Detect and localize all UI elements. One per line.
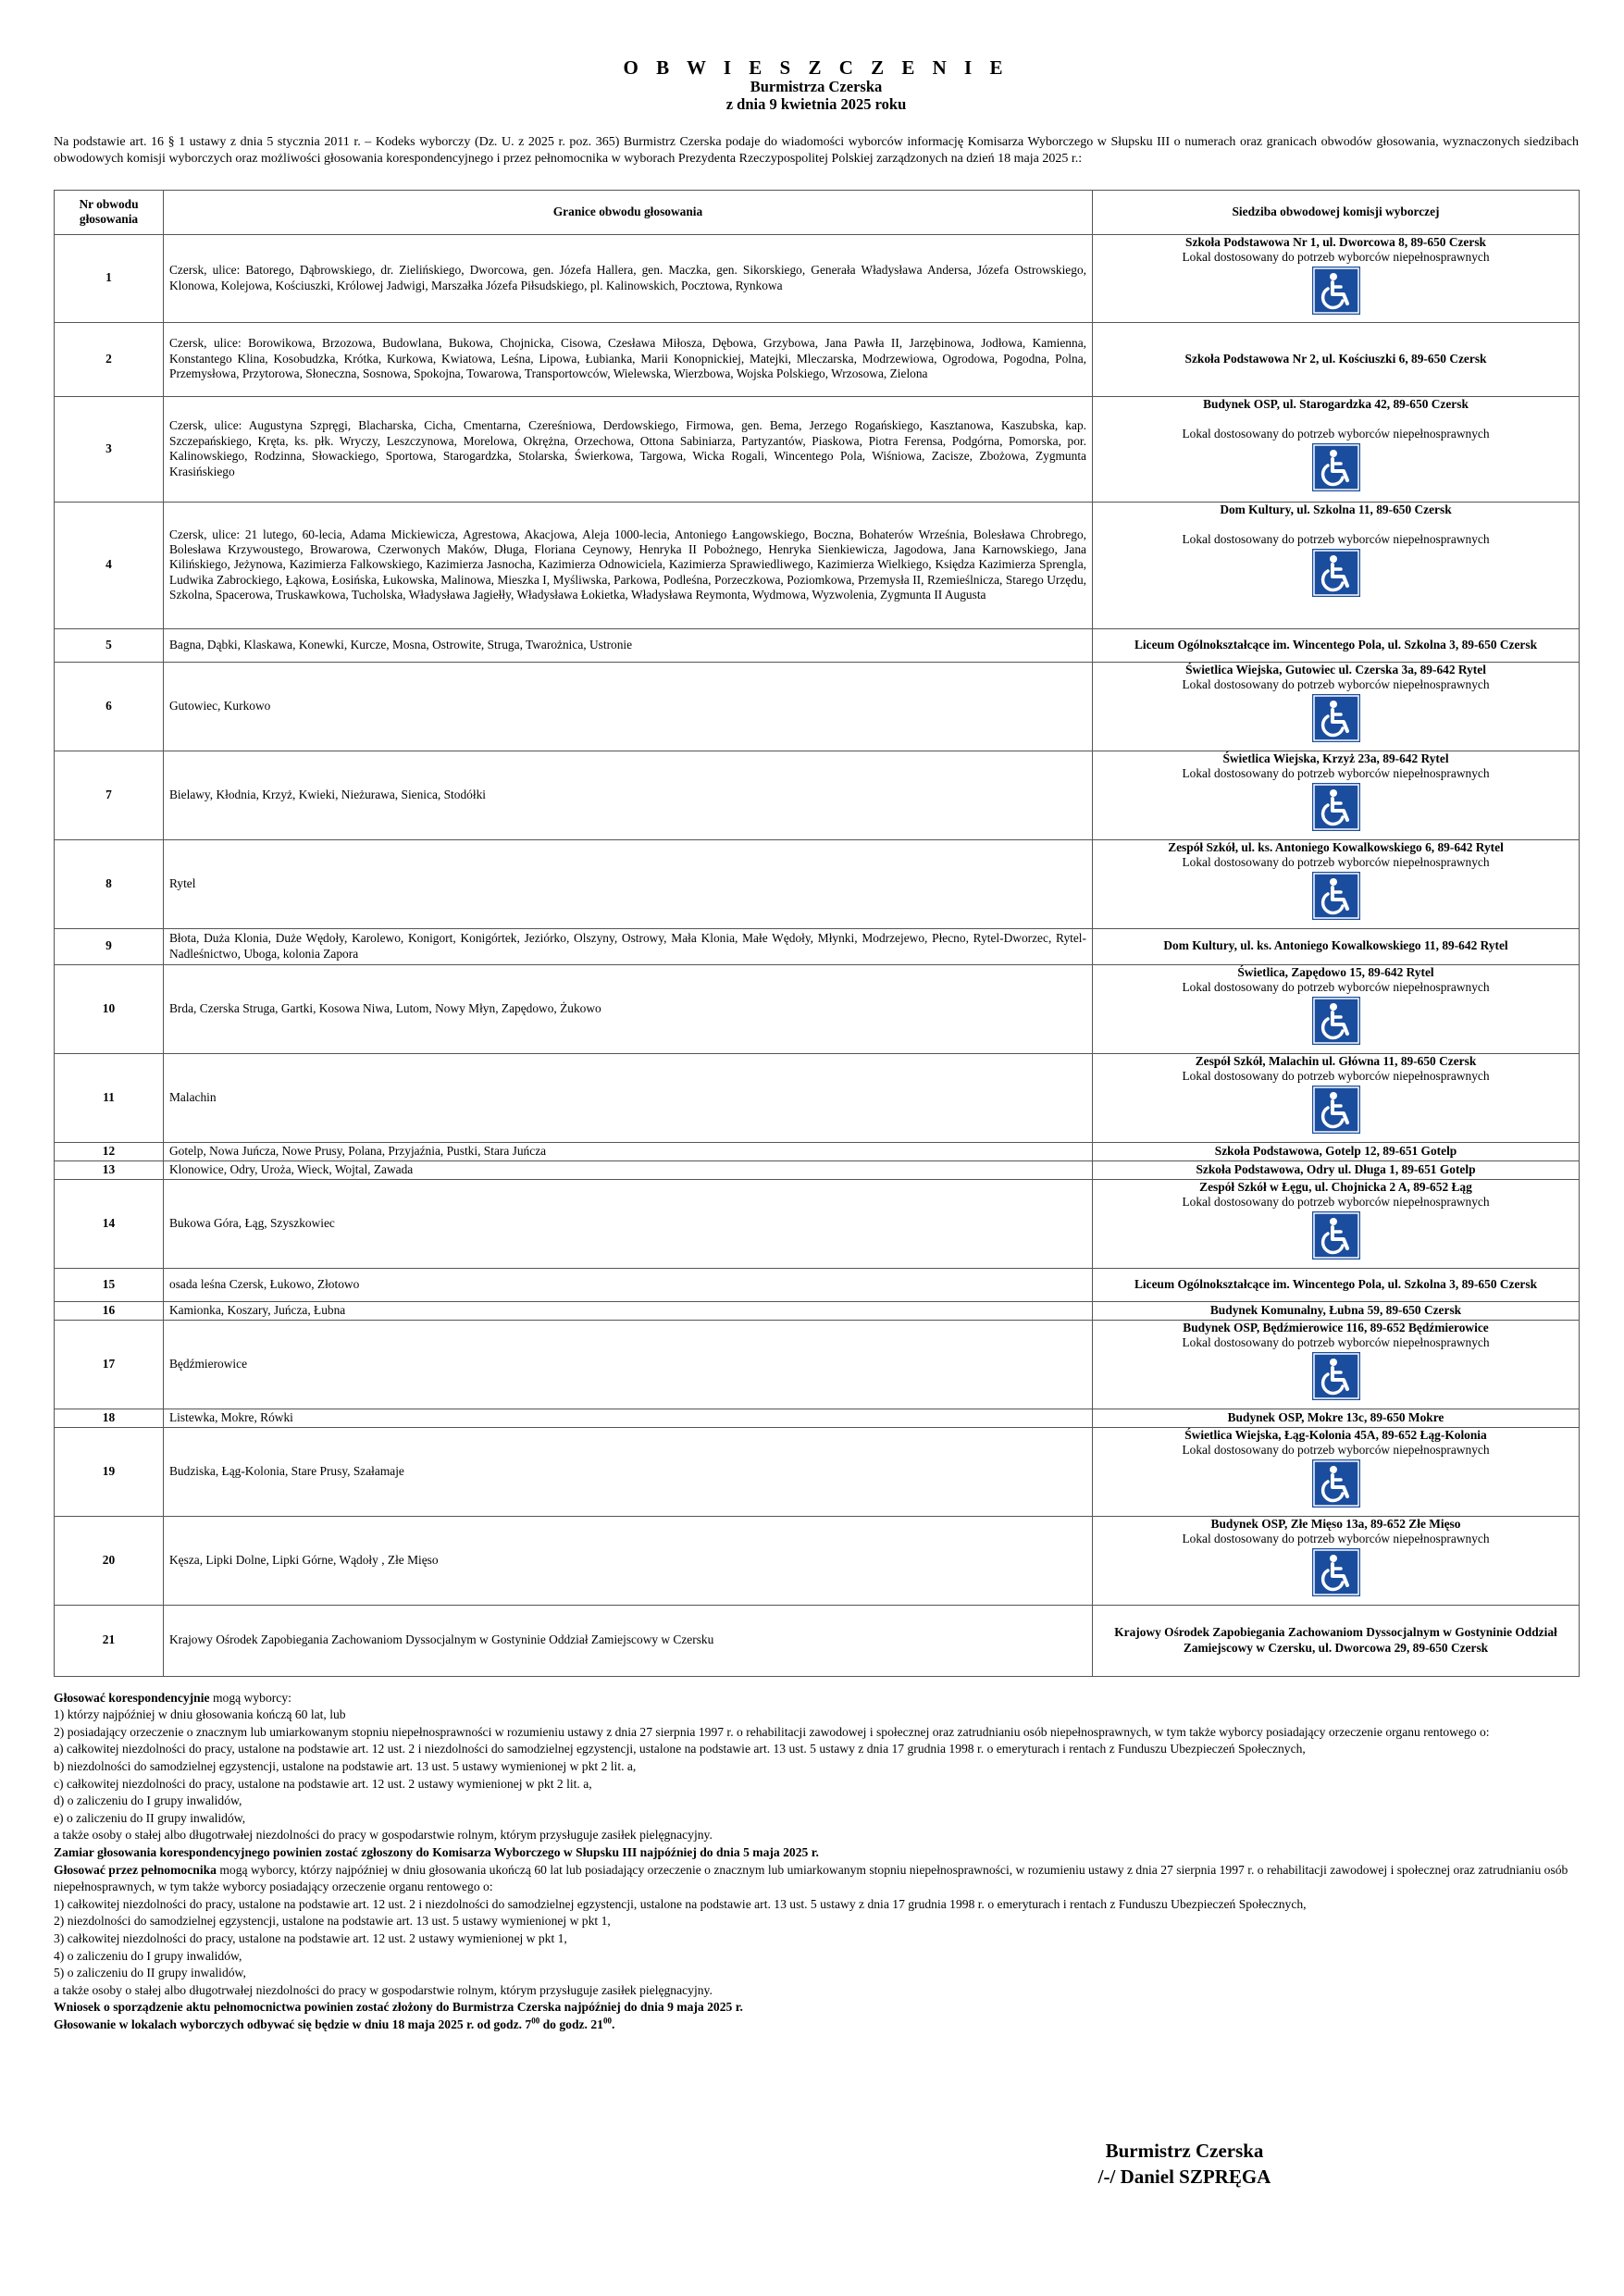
wheelchair-icon — [1312, 872, 1360, 920]
district-number: 19 — [55, 1427, 164, 1516]
hours-sup-1: 00 — [531, 2016, 540, 2026]
district-boundaries: osada leśna Czersk, Łukowo, Złotowo — [164, 1268, 1093, 1301]
accessible-note: Lokal dostosowany do potrzeb wyborców niepełnosprawnych — [1182, 980, 1490, 994]
table-row — [55, 1160, 1580, 1179]
district-boundaries: Będźmierowice — [164, 1320, 1093, 1409]
commission-seat — [1093, 396, 1580, 502]
accessible-note: Lokal dostosowany do potrzeb wyborców niepełnosprawnych — [1182, 1335, 1490, 1349]
district-number: 20 — [55, 1516, 164, 1605]
district-boundaries: Bielawy, Kłodnia, Krzyż, Kwieki, Nieżurawa, Sienica, Stodółki — [164, 751, 1093, 839]
list-item: a także osoby o stałej albo długotrwałej niezdolności do pracy w gospodarstwie rolnym, którym przysługuje zasiłek pielęgnacyjny. — [54, 1828, 713, 1843]
accessibility-icon-wrap — [1095, 997, 1577, 1045]
table-row — [55, 1301, 1580, 1320]
commission-seat — [1093, 234, 1580, 322]
district-number: 7 — [55, 751, 164, 839]
seat-address: Krajowy Ośrodek Zapobiegania Zachowaniom Dyssocjalnym w Gostyninie Oddział Zamiejscowy w Czersku, ul. Dworcowa 29, 89-650 Czersk — [1114, 1625, 1557, 1655]
intro-paragraph: Na podstawie art. 16 § 1 ustawy z dnia 5 stycznia 2011 r. – Kodeks wyborczy (Dz. U. z 2025 r. poz. 365) Burmistrz Czerska podaje do wiadomości wyborców informację Komisarza Wyborczego w Słupsku III o numerach oraz granicach obwodów głosowania, wyznaczonych siedzibach obwodowych komisji wyborczych oraz możliwości głosowania korespondencyjnego i przez pełnomocnika w wyborach Prezydenta Rzeczypospolitej Polskiej zarządzonych na dzień 18 maja 2025 r.: — [54, 135, 1579, 167]
seat-address: Szkoła Podstawowa Nr 2, ul. Kościuszki 6, 89-650 Czersk — [1184, 351, 1487, 366]
accessibility-icon-wrap — [1095, 1086, 1577, 1134]
district-boundaries: Kęsza, Lipki Dolne, Lipki Górne, Wądoły , Złe Mięso — [164, 1516, 1093, 1605]
wheelchair-icon — [1312, 267, 1360, 315]
notice-date: z dnia 9 kwietnia 2025 roku — [725, 95, 907, 113]
accessibility-icon-wrap — [1095, 1211, 1577, 1260]
seat-address: Budynek Komunalny, Łubna 59, 89-650 Czersk — [1209, 1302, 1462, 1317]
table-row — [55, 1516, 1580, 1605]
hours-text-c: do godz. 21 — [539, 2017, 603, 2031]
notice-title: O B W I E S Z C Z E N I E — [623, 56, 1010, 79]
koresp-bold: Głosować korespondencyjnie — [54, 1690, 210, 1705]
signature-name: /-/ Daniel SZPRĘGA — [1097, 2166, 1271, 2188]
district-boundaries: Gutowiec, Kurkowo — [164, 662, 1093, 751]
seat-address: Szkoła Podstawowa, Odry ul. Długa 1, 89-651 Gotelp — [1196, 1161, 1476, 1176]
commission-seat — [1093, 1427, 1580, 1516]
district-number: 9 — [55, 928, 164, 964]
table-row — [55, 234, 1580, 322]
commission-seat — [1093, 322, 1580, 396]
koresp-intro — [54, 1690, 1579, 1707]
wheelchair-icon — [1312, 443, 1360, 491]
seat-address: Świetlica Wiejska, Łąg-Kolonia 45A, 89-652 Łąg-Kolonia — [1184, 1427, 1487, 1442]
wheelchair-icon — [1312, 694, 1360, 742]
list-item: 2) niezdolności do samodzielnej egzystencji, ustalone na podstawie art. 13 ust. 5 ustawy wymienionej w pkt 1, — [54, 1914, 611, 1929]
seat-address: Szkoła Podstawowa Nr 1, ul. Dworcowa 8, 89-650 Czersk — [1185, 234, 1486, 249]
table-row — [55, 628, 1580, 662]
pelnomocnik-rest: mogą wyborcy, którzy najpóźniej w dniu głosowania ukończą 60 lat lub posiadający orzeczenie o znacznym lub umiarkowanym stopniu niepełnosprawności, w rozumieniu ustawy z dnia 27 sierpnia 1997 r. o rehabilitacji zawodowej i społecznej oraz zatrudnianiu osób niepełnosprawnych, w tym także wyborcy posiadający orzeczenie organu rentowego o: — [54, 1862, 1568, 1894]
accessible-note: Lokal dostosowany do potrzeb wyborców niepełnosprawnych — [1182, 532, 1490, 546]
district-number: 3 — [55, 396, 164, 502]
district-boundaries: Listewka, Mokre, Rówki — [164, 1409, 1093, 1427]
district-boundaries: Bagna, Dąbki, Klaskawa, Konewki, Kurcze, Mosna, Ostrowite, Struga, Twarożnica, Ustronie — [164, 628, 1093, 662]
wheelchair-icon — [1312, 549, 1360, 597]
pelnomocnik-bold: Głosować przez pełnomocnika — [54, 1862, 217, 1877]
table-row — [55, 751, 1580, 839]
commission-seat — [1093, 839, 1580, 928]
commission-seat — [1093, 502, 1580, 628]
table-body — [55, 234, 1580, 1676]
commission-seat — [1093, 751, 1580, 839]
district-number: 16 — [55, 1301, 164, 1320]
accessibility-icon-wrap — [1095, 694, 1577, 742]
seat-address: Świetlica Wiejska, Gutowiec ul. Czerska 3a, 89-642 Rytel — [1185, 662, 1486, 676]
wheelchair-icon — [1312, 997, 1360, 1045]
commission-seat — [1093, 1409, 1580, 1427]
commission-seat — [1093, 1179, 1580, 1268]
accessibility-icon-wrap — [1095, 267, 1577, 315]
seat-address: Liceum Ogólnokształcące im. Wincentego Pola, ul. Szkolna 3, 89-650 Czersk — [1134, 637, 1538, 652]
district-number: 18 — [55, 1409, 164, 1427]
district-boundaries: Czersk, ulice: Augustyna Szpręgi, Blacharska, Cicha, Cmentarna, Czereśniowa, Derdowskiego, Firmowa, gen. Bema, Jerzego Rogańskiego, Kasztanowa, Kaszubska, kap. Szczepańskiego, Kręta, ks. płk. Wryczy, Leszczynowa, Morelowa, Okrężna, Orzechowa, Ottona Sabiniarza, Partyzantów, Piaskowa, Piotra Ferensa, Podgórna, Pomorska, por. Kalinowskiego, Rodzinna, Słowackiego, Sportowa, Starogardzka, Stolarska, Świerkowa, Targowa, Wicka Rogali, Wincentego Pola, Wiśniowa, Zacisze, Zbożowa, Zygmunta Krasińskiego — [164, 396, 1093, 502]
pelnomocnik-deadline: Wniosek o sporządzenie aktu pełnomocnictwa powinien zostać złożony do Burmistrza Czerska najpóźniej do dnia 9 maja 2025 r. — [54, 2000, 743, 2015]
list-item: 5) o zaliczeniu do II grupy inwalidów, — [54, 1966, 246, 1980]
notice-issuer: Burmistrza Czerska — [750, 78, 883, 95]
commission-seat — [1093, 1516, 1580, 1605]
district-number: 10 — [55, 964, 164, 1053]
district-boundaries: Malachin — [164, 1053, 1093, 1142]
wheelchair-icon — [1312, 1086, 1360, 1134]
district-boundaries: Błota, Duża Klonia, Duże Wędoły, Karolewo, Konigort, Konigórtek, Jeziórko, Olszyny, Ostrowy, Mała Klonia, Małe Wędoły, Młynki, Modrzejewo, Płecno, Rytel-Dworzec, Rytel-Nadleśnictwo, Uboga, kolonia Zapora — [164, 928, 1093, 964]
spacer — [1095, 517, 1577, 532]
commission-seat — [1093, 1053, 1580, 1142]
table-row — [55, 1142, 1580, 1160]
spacer — [1095, 412, 1577, 427]
district-boundaries: Rytel — [164, 839, 1093, 928]
commission-seat — [1093, 1301, 1580, 1320]
seat-address: Zespół Szkół, ul. ks. Antoniego Kowalkowskiego 6, 89-642 Rytel — [1168, 839, 1504, 854]
table-row — [55, 1179, 1580, 1268]
pelnomocnik-list — [54, 1896, 1579, 2000]
col-header-siedziba: Siedziba obwodowej komisji wyborczej — [1093, 190, 1580, 234]
district-number: 5 — [55, 628, 164, 662]
voting-hours — [54, 2017, 1579, 2034]
accessible-note: Lokal dostosowany do potrzeb wyborców niepełnosprawnych — [1182, 1069, 1490, 1083]
district-boundaries: Czersk, ulice: Batorego, Dąbrowskiego, dr. Zielińskiego, Dworcowa, gen. Józefa Hallera, gen. Maczka, gen. Sikorskiego, Generała Władysława Andersa, Józefa Ostrowskiego, Klonowa, Kolejowa, Kościuszki, Królowej Jadwigi, Marszałka Józefa Piłsudskiego, pl. Kalinowskich, Pocztowa, Rynkowa — [164, 234, 1093, 322]
district-number: 15 — [55, 1268, 164, 1301]
koresp-list — [54, 1706, 1579, 1844]
district-boundaries: Gotelp, Nowa Juńcza, Nowe Prusy, Polana, Przyjaźnia, Pustki, Stara Juńcza — [164, 1142, 1093, 1160]
table-row — [55, 964, 1580, 1053]
list-item: d) o zaliczeniu do I grupy inwalidów, — [54, 1793, 242, 1808]
commission-seat — [1093, 964, 1580, 1053]
district-number: 6 — [55, 662, 164, 751]
district-number: 2 — [55, 322, 164, 396]
wheelchair-icon — [1312, 783, 1360, 831]
list-item: e) o zaliczeniu do II grupy inwalidów, — [54, 1810, 246, 1825]
accessibility-icon-wrap — [1095, 443, 1577, 491]
accessibility-icon-wrap — [1095, 783, 1577, 831]
district-number: 14 — [55, 1179, 164, 1268]
commission-seat — [1093, 1605, 1580, 1676]
koresp-rest: mogą wyborcy: — [209, 1690, 291, 1705]
signature-block — [1078, 2138, 1291, 2190]
accessible-note: Lokal dostosowany do potrzeb wyborców niepełnosprawnych — [1182, 1195, 1490, 1209]
district-number: 4 — [55, 502, 164, 628]
list-item: 2) posiadający orzeczenie o znacznym lub umiarkowanym stopniu niepełnosprawności w rozumieniu ustawy z dnia 27 sierpnia 1997 r. o rehabilitacji zawodowej i społecznej oraz zatrudnianiu osób niepełnosprawnych, w tym także wyborcy posiadający orzeczenie organu rentowego o: — [54, 1724, 1490, 1739]
list-item: b) niezdolności do samodzielnej egzystencji, ustalone na podstawie art. 13 ust. 5 ustawy wymienionej w pkt 2 lit. a, — [54, 1758, 637, 1773]
commission-seat — [1093, 628, 1580, 662]
notice-document — [54, 57, 1579, 2033]
pelnomocnik-intro — [54, 1862, 1579, 1896]
district-number: 17 — [55, 1320, 164, 1409]
table-row — [55, 1427, 1580, 1516]
polling-districts-table — [54, 190, 1580, 1677]
district-number: 1 — [55, 234, 164, 322]
accessible-note: Lokal dostosowany do potrzeb wyborców niepełnosprawnych — [1182, 427, 1490, 441]
table-row — [55, 839, 1580, 928]
hours-text-e: . — [611, 2017, 615, 2031]
district-number: 12 — [55, 1142, 164, 1160]
table-header-row — [55, 190, 1580, 234]
wheelchair-icon — [1312, 1459, 1360, 1508]
commission-seat — [1093, 1160, 1580, 1179]
district-number: 13 — [55, 1160, 164, 1179]
accessible-note: Lokal dostosowany do potrzeb wyborców niepełnosprawnych — [1182, 250, 1490, 264]
table-row — [55, 502, 1580, 628]
col-header-granice: Granice obwodu głosowania — [164, 190, 1093, 234]
table-row — [55, 1053, 1580, 1142]
district-number: 11 — [55, 1053, 164, 1142]
list-item: 4) o zaliczeniu do I grupy inwalidów, — [54, 1948, 242, 1963]
table-row — [55, 1409, 1580, 1427]
district-boundaries: Klonowice, Odry, Uroża, Wieck, Wojtal, Zawada — [164, 1160, 1093, 1179]
commission-seat — [1093, 928, 1580, 964]
district-number: 8 — [55, 839, 164, 928]
wheelchair-icon — [1312, 1548, 1360, 1596]
commission-seat — [1093, 1142, 1580, 1160]
accessibility-icon-wrap — [1095, 1459, 1577, 1508]
seat-address: Budynek OSP, Będźmierowice 116, 89-652 Będźmierowice — [1183, 1320, 1489, 1334]
commission-seat — [1093, 1268, 1580, 1301]
accessible-note: Lokal dostosowany do potrzeb wyborców niepełnosprawnych — [1182, 677, 1490, 691]
hours-text-a: Głosowanie w lokalach wyborczych odbywać się będzie w dniu 18 maja 2025 r. od godz. 7 — [54, 2017, 532, 2031]
accessible-note: Lokal dostosowany do potrzeb wyborców niepełnosprawnych — [1182, 855, 1490, 869]
seat-address: Świetlica, Zapędowo 15, 89-642 Rytel — [1237, 964, 1434, 979]
seat-address: Budynek OSP, ul. Starogardzka 42, 89-650 Czersk — [1203, 396, 1469, 411]
district-boundaries: Krajowy Ośrodek Zapobiegania Zachowaniom Dyssocjalnym w Gostyninie Oddział Zamiejscowy w Czersku — [164, 1605, 1093, 1676]
accessibility-icon-wrap — [1095, 1548, 1577, 1596]
koresp-deadline: Zamiar głosowania korespondencyjnego powinien zostać zgłoszony do Komisarza Wyborczego w Słupsku III najpóźniej do dnia 5 maja 2025 r. — [54, 1844, 819, 1859]
list-item: 1) którzy najpóźniej w dniu głosowania kończą 60 lat, lub — [54, 1707, 346, 1722]
seat-address: Budynek OSP, Mokre 13c, 89-650 Mokre — [1227, 1409, 1444, 1424]
district-boundaries: Czersk, ulice: Borowikowa, Brzozowa, Budowlana, Bukowa, Chojnicka, Cisowa, Czesława Miłosza, Dębowa, Grzybowa, Jana Pawła II, Jarzębinowa, Jodłowa, Kamienna, Konstantego Klina, Kosobudzka, Krótka, Kurkowa, Kwiatowa, Leśna, Lipowa, Łubianka, Marii Konopnickiej, Matejki, Mleczarska, Modrzewiowa, Ogrodowa, Pogodna, Polna, Przemysłowa, Przytorowa, Słoneczna, Sosnowa, Spokojna, Towarowa, Transportowców, Wielewska, Wierzbowa, Wojska Polskiego, Wrzosowa, Zielona — [164, 322, 1093, 396]
accessibility-icon-wrap — [1095, 549, 1577, 597]
district-boundaries: Budziska, Łąg-Kolonia, Stare Prusy, Szałamaje — [164, 1427, 1093, 1516]
seat-address: Liceum Ogólnokształcące im. Wincentego Pola, ul. Szkolna 3, 89-650 Czersk — [1134, 1276, 1538, 1291]
notice-header — [54, 57, 1579, 113]
table-row — [55, 928, 1580, 964]
list-item: a) całkowitej niezdolności do pracy, ustalone na podstawie art. 12 ust. 2 i niezdolności do samodzielnej egzystencji, ustalone na podstawie art. 13 ust. 5 ustawy z dnia 17 grudnia 1998 r. o emeryturach i rentach z Funduszu Ubezpieczeń Społecznych, — [54, 1742, 1306, 1756]
commission-seat — [1093, 1320, 1580, 1409]
district-boundaries: Czersk, ulice: 21 lutego, 60-lecia, Adama Mickiewicza, Agrestowa, Akacjowa, Aleja 1000-lecia, Antoniego Łangowskiego, Boczna, Bohaterów Września, Bolesława Chrobrego, Bolesława Krzywoustego, Browarowa, Czerwonych Maków, Długa, Floriana Ceynowy, Henryka II Pobożnego, Henryka Sienkiewicza, Jagodowa, Jana Karnowskiego, Jana Kilińskiego, Jeżynowa, Kazimierza Falkowskiego, Kazimierza Jasnocha, Kazimierza Odnowiciela, Kazimierza Sprawiedliwego, Kazimierza Wielkiego, Księdza Kazimierza Sprengla, Ludwika Zabrockiego, Łąkowa, Łosińska, Łukowska, Malinowa, Mieszka I, Myśliwska, Parkowa, Podleśna, Porzeczkowa, Poziomkowa, Przemysła II, Rzemieślnicza, Starego Urzędu, Szkolna, Spacerowa, Truskawkowa, Tucholska, Władysława Jagiełły, Władysława Łokietka, Władysława Reymonta, Wydmowa, Wyzwolenia, Zygmunta II Augusta — [164, 502, 1093, 628]
hours-sup-2: 00 — [602, 2016, 612, 2026]
district-boundaries: Kamionka, Koszary, Juńcza, Łubna — [164, 1301, 1093, 1320]
table-row — [55, 1268, 1580, 1301]
accessible-note: Lokal dostosowany do potrzeb wyborców niepełnosprawnych — [1182, 766, 1490, 780]
accessibility-icon-wrap — [1095, 1352, 1577, 1400]
wheelchair-icon — [1312, 1352, 1360, 1400]
table-row — [55, 662, 1580, 751]
accessible-note: Lokal dostosowany do potrzeb wyborców niepełnosprawnych — [1182, 1532, 1490, 1545]
district-number: 21 — [55, 1605, 164, 1676]
list-item: a także osoby o stałej albo długotrwałej niezdolności do pracy w gospodarstwie rolnym, którym przysługuje zasiłek pielęgnacyjny. — [54, 1982, 713, 1997]
accessible-note: Lokal dostosowany do potrzeb wyborców niepełnosprawnych — [1182, 1443, 1490, 1457]
list-item: 1) całkowitej niezdolności do pracy, ustalone na podstawie art. 12 ust. 2 i niezdolności do samodzielnej egzystencji, ustalone na podstawie art. 13 ust. 5 ustawy z dnia 17 grudnia 1998 r. o emeryturach i rentach z Funduszu Ubezpieczeń Społecznych, — [54, 1896, 1307, 1911]
seat-address: Dom Kultury, ul. Szkolna 11, 89-650 Czersk — [1220, 502, 1452, 516]
accessibility-icon-wrap — [1095, 872, 1577, 920]
district-boundaries: Brda, Czerska Struga, Gartki, Kosowa Niwa, Lutom, Nowy Młyn, Zapędowo, Żukowo — [164, 964, 1093, 1053]
seat-address: Zespół Szkół w Łęgu, ul. Chojnicka 2 A, 89-652 Łąg — [1199, 1179, 1472, 1194]
col-header-nr: Nr obwodu głosowania — [55, 190, 164, 234]
seat-address: Budynek OSP, Złe Mięso 13a, 89-652 Złe Mięso — [1210, 1516, 1461, 1531]
seat-address: Zespół Szkół, Malachin ul. Główna 11, 89-650 Czersk — [1195, 1053, 1477, 1068]
seat-address: Szkoła Podstawowa, Gotelp 12, 89-651 Gotelp — [1214, 1143, 1457, 1158]
table-row — [55, 322, 1580, 396]
list-item: c) całkowitej niezdolności do pracy, ustalone na podstawie art. 12 ust. 2 ustawy wymienionej w pkt 2 lit. a, — [54, 1776, 592, 1791]
list-item: 3) całkowitej niezdolności do pracy, ustalone na podstawie art. 12 ust. 2 ustawy wymienionej w pkt 1, — [54, 1930, 567, 1945]
table-row — [55, 1605, 1580, 1676]
footer-info — [54, 1690, 1579, 2034]
wheelchair-icon — [1312, 1211, 1360, 1260]
seat-address: Dom Kultury, ul. ks. Antoniego Kowalkowskiego 11, 89-642 Rytel — [1163, 938, 1508, 953]
table-row — [55, 396, 1580, 502]
commission-seat — [1093, 662, 1580, 751]
district-boundaries: Bukowa Góra, Łąg, Szyszkowiec — [164, 1179, 1093, 1268]
seat-address: Świetlica Wiejska, Krzyż 23a, 89-642 Rytel — [1222, 751, 1449, 765]
table-row — [55, 1320, 1580, 1409]
signature-role: Burmistrz Czerska — [1105, 2140, 1264, 2162]
